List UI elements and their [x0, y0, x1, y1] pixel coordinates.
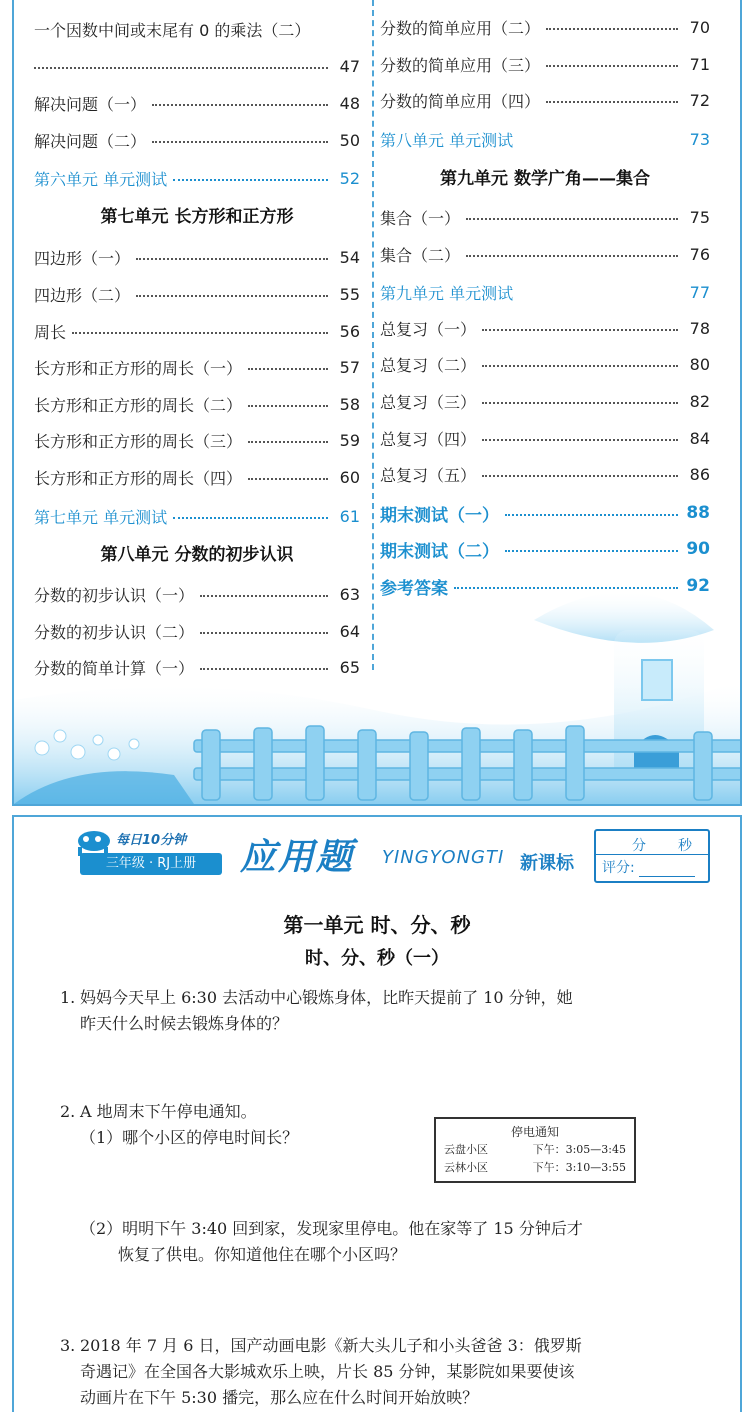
notice-place: 云林小区 [444, 1161, 488, 1174]
toc-entry-title: 分数的简单计算（一） [34, 658, 195, 678]
toc-entry-title: 长方形和正方形的周长（一） [34, 358, 243, 378]
toc-page [12, 0, 742, 806]
minutes-label: 分 [632, 838, 646, 854]
toc-entry-title: 分数的简单应用（四） [380, 91, 541, 111]
toc-page-number: 64 [339, 621, 360, 641]
toc-unit-heading: 第九单元 数学广角——集合 [440, 169, 650, 189]
brand-logo [72, 827, 224, 877]
leader-dots [248, 368, 328, 370]
toc-unit-test[interactable] [34, 165, 360, 191]
notice-place: 云盘小区 [444, 1143, 488, 1156]
toc-entry[interactable] [380, 315, 710, 341]
toc-entry-title: 分数的简单应用（二） [380, 18, 541, 38]
question-text-line: 动画片在下午 5:30 播完，那么应在什么时间开始放映？ [80, 1388, 479, 1407]
toc-entry-title: 解决问题（一） [34, 94, 147, 114]
question-2-part-2 [80, 1216, 710, 1268]
chimney-window [642, 660, 672, 700]
toc-entry-title: 总复习（三） [380, 392, 477, 412]
toc-entry[interactable] [380, 388, 710, 414]
leader-dots [546, 101, 678, 103]
toc-entry[interactable] [34, 244, 360, 270]
question-text-line: 2018 年 7 月 6 日，国产动画电影《新大头儿子和小头爸爸 3：俄罗斯 [80, 1336, 582, 1355]
toc-entry[interactable] [380, 14, 710, 40]
score-label: 评分: [602, 860, 635, 876]
leader-dots [482, 439, 678, 441]
toc-page-number: 58 [339, 394, 360, 414]
toc-page-number: 80 [689, 354, 710, 374]
toc-page-number: 82 [689, 391, 710, 411]
toc-entry-title: 期末测试（一） [380, 505, 499, 526]
toc-page-number: 48 [339, 93, 360, 113]
toc-page-number: 47 [339, 56, 360, 76]
notice-row [444, 1159, 626, 1175]
toc-final-test[interactable] [380, 500, 710, 526]
leader-gap [519, 293, 678, 295]
toc-entry-title: 期末测试（二） [380, 541, 499, 562]
question-text-line: 妈妈今天早上 6:30 去活动中心锻炼身体，比昨天提前了 10 分钟，她 [80, 988, 573, 1007]
toc-page-number: 65 [339, 657, 360, 677]
toc-page-number: 56 [339, 321, 360, 341]
toc-page-number: 57 [339, 357, 360, 377]
worksheet-page [12, 815, 742, 1412]
toc-page-number: 60 [339, 467, 360, 487]
toc-page-number: 72 [689, 90, 710, 110]
question-text-line: 恢复了供电。你知道他住在哪个小区吗？ [118, 1245, 407, 1264]
question-text-line: （2）明明下午 3:40 回到家，发现家里停电。他在家等了 15 分钟后才 [80, 1219, 583, 1238]
toc-page-number: 63 [339, 584, 360, 604]
toc-entry-title: 长方形和正方形的周长（四） [34, 468, 243, 488]
toc-entry-title: 总复习（一） [380, 319, 477, 339]
book-title-pinyin: YINGYONGTI [382, 847, 505, 868]
time-field[interactable] [602, 835, 692, 855]
toc-page-number: 70 [689, 17, 710, 37]
toc-page-number: 76 [689, 244, 710, 264]
leader-dots [546, 65, 678, 67]
leader-dots [72, 332, 328, 334]
leader-dots [466, 255, 678, 257]
toc-entry[interactable] [34, 318, 360, 344]
leader-dots [136, 258, 328, 260]
toc-entry[interactable] [380, 51, 710, 77]
toc-entry-title: 集合（二） [380, 245, 461, 265]
toc-page-number: 52 [339, 168, 360, 188]
edition-label: 新课标 [520, 853, 574, 874]
notice-title: 停电通知 [510, 1125, 559, 1139]
score-box [594, 829, 710, 883]
toc-page-number: 88 [686, 503, 710, 523]
leader-dots [482, 329, 678, 331]
toc-entry[interactable] [380, 461, 710, 487]
toc-entry-title: 四边形（一） [34, 248, 131, 268]
toc-page-number: 86 [689, 464, 710, 484]
leader-dots [482, 402, 678, 404]
toc-entry[interactable] [34, 281, 360, 307]
toc-entry-title: 分数的初步认识（二） [34, 622, 195, 642]
leader-dots [505, 514, 678, 516]
seconds-label: 秒 [678, 838, 692, 854]
power-outage-notice [434, 1117, 636, 1183]
toc-entry-title: 一个因数中间或末尾有 0 的乘法（二） [34, 20, 311, 40]
leader-dots [173, 517, 328, 519]
toc-entry-title: 分数的初步认识（一） [34, 585, 195, 605]
score-divider [596, 854, 708, 855]
toc-entry[interactable] [34, 391, 360, 417]
leader-dots [136, 295, 328, 297]
toc-entry-title: 第九单元 单元测试 [380, 283, 514, 303]
toc-entry-title: 第六单元 单元测试 [34, 169, 168, 189]
question-text-line: （1）哪个小区的停电时间长？ [80, 1128, 299, 1147]
question-number: 2. [60, 1102, 76, 1121]
toc-page-number: 71 [689, 54, 710, 74]
toc-unit-test[interactable] [380, 279, 710, 305]
toc-unit-test[interactable] [380, 126, 710, 152]
score-field[interactable] [602, 857, 695, 877]
toc-entry[interactable] [380, 204, 710, 230]
notice-time: 下午：3:10—3:55 [532, 1161, 626, 1174]
question-text-line: A 地周末下午停电通知。 [80, 1102, 257, 1121]
leader-dots [152, 141, 328, 143]
lesson-title: 时、分、秒（一） [305, 948, 449, 969]
question-number: 1. [60, 988, 76, 1007]
leader-dots [466, 218, 678, 220]
toc-entry[interactable] [34, 16, 360, 42]
toc-page-number: 78 [689, 318, 710, 338]
toc-entry-title: 解决问题（二） [34, 131, 147, 151]
toc-entry-title: 长方形和正方形的周长（二） [34, 395, 243, 415]
brand-name: 每日10分钟 [116, 833, 187, 848]
toc-entry[interactable] [34, 354, 360, 380]
toc-page-number: 77 [689, 282, 710, 302]
toc-entry-title: 总复习（五） [380, 465, 477, 485]
toc-entry-title: 第七单元 单元测试 [34, 507, 168, 527]
question-3 [60, 1333, 710, 1411]
toc-page-number: 75 [689, 207, 710, 227]
notice-time: 下午：3:05—3:45 [532, 1143, 626, 1156]
toc-page-number: 55 [339, 284, 360, 304]
leader-dots [482, 475, 678, 477]
question-text-line: 昨天什么时候去锻炼身体的？ [80, 1014, 289, 1033]
leader-dots [546, 28, 678, 30]
leader-gap [519, 140, 678, 142]
leader-dots [248, 441, 328, 443]
toc-entry[interactable] [34, 427, 360, 453]
toc-page-number: 84 [689, 428, 710, 448]
toc-entry-title: 周长 [34, 322, 67, 342]
toc-entry[interactable] [380, 87, 710, 113]
toc-page-number: 90 [686, 539, 710, 559]
toc-entry-title: 分数的简单应用（三） [380, 55, 541, 75]
leader-dots [248, 478, 328, 480]
toc-entry[interactable] [380, 351, 710, 377]
toc-entry-title: 四边形（二） [34, 285, 131, 305]
toc-entry-title: 长方形和正方形的周长（三） [34, 431, 243, 451]
toc-page-number: 59 [339, 430, 360, 450]
leader-dots [248, 405, 328, 407]
toc-entry[interactable] [34, 53, 360, 79]
toc-page-number: 61 [339, 506, 360, 526]
toc-entry[interactable] [34, 127, 360, 153]
toc-entry-title: 参考答案 [380, 578, 448, 599]
toc-entry[interactable] [34, 464, 360, 490]
toc-unit-heading: 第八单元 分数的初步认识 [100, 545, 294, 565]
leader-dots [152, 104, 328, 106]
unit-title: 第一单元 时、分、秒 [283, 913, 471, 937]
toc-final-test[interactable] [380, 536, 710, 562]
leader-dots [482, 365, 678, 367]
toc-unit-heading: 第七单元 长方形和正方形 [100, 207, 294, 227]
leader-dots [173, 179, 328, 181]
question-1 [60, 985, 710, 1037]
notice-row [444, 1141, 626, 1157]
toc-entry-title: 集合（一） [380, 208, 461, 228]
toc-entry-title: 总复习（二） [380, 355, 477, 375]
toc-page-number: 73 [689, 129, 710, 149]
toc-unit-test[interactable] [34, 503, 360, 529]
toc-entry-title: 总复习（四） [380, 429, 477, 449]
toc-page-number: 50 [339, 130, 360, 150]
question-number: 3. [60, 1336, 76, 1355]
grade-badge: 三年级 · RJ上册 [80, 853, 222, 875]
question-text-line: 奇遇记》在全国各大影城欢乐上映，片长 85 分钟，某影院如果要使该 [80, 1362, 575, 1381]
book-title: 应用题 [240, 837, 355, 878]
leader-dots [34, 67, 328, 69]
toc-entry[interactable] [380, 425, 710, 451]
fence-scenery-illustration [14, 560, 740, 804]
toc-entry-title: 第八单元 单元测试 [380, 130, 514, 150]
toc-page-number: 92 [686, 576, 710, 596]
worksheet-header [14, 817, 740, 889]
toc-page-number: 54 [339, 247, 360, 267]
leader-dots [505, 550, 678, 552]
toc-entry[interactable] [34, 90, 360, 116]
score-blank[interactable] [639, 864, 695, 877]
toc-entry[interactable] [380, 241, 710, 267]
